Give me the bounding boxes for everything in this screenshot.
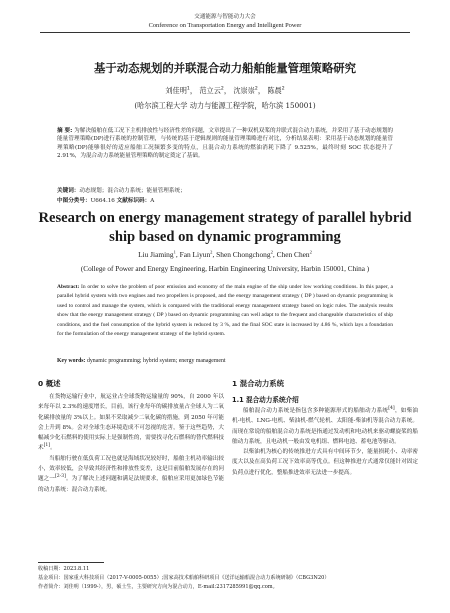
citation[interactable]: [2-3]: [54, 474, 66, 480]
footnote-author: 作者简介：刘佳明（1999-），男，硕士生，主要研究方向为混合动力，E-mail:2317285991@qq.com。: [38, 584, 278, 590]
abstract-text-zh: 为解决船舶在低工况下主机排放性与经济性差的问题，文章提出了一种双机双桨的并联式混合动力系统，并采用了基于动态规划的能量管理策略(DP)进行系统的控制管理，与传统的基于逻辑规则的能量管理策略进行对比，分析结果表明：采用基于动态规划的能量管理策略(DP)能够很好的适应船舶工况频繁多变的特点，且混合动力系统的燃油消耗下降了 9.525%，最终时刻 SOC 状态提升了 2.91%，为混合动力系统能量管理策略的制定奠定了基础。: [57, 128, 394, 160]
doc-code-label: 文献标识码：: [116, 198, 151, 204]
body-column-right: [232, 376, 418, 478]
author-affiliation-mark: 2: [210, 249, 213, 255]
footnote-rule: [38, 562, 104, 563]
author-name: 刘佳明: [165, 86, 187, 95]
author-name: Shen Chongchong: [216, 250, 271, 259]
classification-zh: [57, 196, 393, 204]
keywords-zh: [57, 186, 393, 194]
author-affiliation-mark: 2: [220, 86, 224, 92]
body-paragraph: [232, 406, 418, 447]
paper-title-en: Research on energy management strategy of parallel hybrid ship based on dynamic programming: [38, 210, 412, 245]
author-list-en: Liu Jiaming$^1$, Fan Liyun$^2$, Shen Chongchong$^2$, Chen Chen$^2$: [138, 249, 312, 259]
header-rule: [40, 32, 410, 33]
paragraph-text: 船舶混合动力系统是指包含多种能源形式的船舶动力系统: [243, 408, 389, 414]
paragraph-text: 在货物运输行业中，航运业占全球货物运输量的 90%，自 2000 年以来每年以 2.3%的速度增长，目前，该行业每年的碳排放量占全球人为二氧化碳排放量的 3%以上。如果不采取减少二氧化碳的措施，到 2050 年可能会上升到 8%。会对全球生态环境造成不可忽视的危害，鉴于这些趋势，大幅减少化石燃料的使用实际上是强制性的，需要找寻化石燃料的替代燃料技术: [38, 394, 224, 452]
author-name: Liu Jiaming: [138, 250, 174, 259]
clc-value: U664.16: [90, 198, 115, 204]
abstract-label-zh: 摘 要:: [57, 128, 73, 134]
author-name: 沈崇崇: [233, 86, 255, 95]
abstract-zh: [57, 127, 393, 161]
keywords-label-en: Key words:: [57, 358, 86, 364]
keywords-text-en: dynamic programming; hybrid system; energy management: [86, 358, 226, 364]
author-affiliation-mark: 1: [173, 249, 176, 255]
author-list-zh: 刘佳明$^1$， 范立云$^2$， 沈崇崇$^2$， 陈晨$^2$: [165, 86, 285, 95]
body-column-left: [38, 376, 224, 495]
section-heading: 1 混合动力系统: [232, 379, 285, 388]
body-paragraph: [38, 392, 224, 454]
abstract-en: [57, 283, 393, 339]
paragraph-text: 。为了解决上述问题和满足法规要求，船舶应采用更加绿色节能的动力系统：混合动力系统。: [38, 476, 224, 493]
affiliation-zh: (哈尔滨工程大学 动力与能源工程学院，哈尔滨 150001): [134, 101, 316, 110]
body-paragraph: 以柴油机为核心的传统推进方式具有中间环节少，能量损耗小、功率密度大以及在高负荷工况下效率高等优点。但这种推进方式通常仅能针对固定负荷点进行优化，整船推进效率无法进一步提高。: [232, 449, 418, 476]
author-name: Fan Liyun: [179, 250, 211, 259]
section-heading: 0 概述: [38, 379, 61, 388]
author-affiliation-mark: 2: [254, 86, 258, 92]
keywords-en: [57, 358, 393, 364]
author-affiliation-mark: 2: [309, 249, 312, 255]
author-affiliation-mark: 2: [270, 249, 273, 255]
abstract-label-en: Abstract:: [57, 284, 80, 290]
abstract-text-en: In order to solve the problem of poor emission and economy of the main engine of the ship under low working conditions. In this paper, a parallel hybrid system with two engines and two propellers is proposed, and the energy management strategy ( DP ) based on dynamic programming is used to control and manage the system, which is compared with the traditional energy management strategy based on logic rules. The analysis results show that the energy management strategy ( DP ) based on dynamic programming can well adapt to the frequent and changeable characteristics of ship conditions, and the fuel consumption of the hybrid system is reduced by 3 %, and the final SOC state is increased by 4.86 %, which lays a foundation for the formulation of the energy management strategy of the hybrid system.: [57, 284, 393, 338]
author-affiliation-mark: 2: [281, 86, 285, 92]
citation[interactable]: [4]: [388, 406, 395, 412]
running-header-zh: 交通能源与智能动力大会: [194, 14, 256, 20]
footnote-fund: 基金项目：国家重大科技项目（2017-V-0005-0055）;国家高技术船舶科研项目《送洋运输船混合动力系统研制》（CBG3N20）: [38, 575, 330, 581]
running-header-en: Conference on Transportation Energy and Intelligent Power: [148, 22, 302, 29]
keywords-label-zh: 关键词：: [57, 188, 80, 194]
author-name: Chen Chen: [276, 250, 310, 259]
paper-title-zh: 基于动态规划的并联混合动力船舶能量管理策略研究: [94, 61, 356, 75]
affiliation-en: (College of Power and Energy Engineering, Harbin Engineering University, Harbin 150001, China ): [80, 265, 370, 273]
author-name: 范立云: [199, 86, 221, 95]
subsection-heading: 1.1 混合动力系统介绍: [232, 396, 299, 404]
author-affiliation-mark: 1: [186, 86, 190, 92]
paragraph-text: ，如柴油机-电机、LNG-电机、柴油机-燃气轮机、太阳能-柴油机等混合动力系统。而现在常说的船舶混合动力系统是指通过发动机和电动机来驱动螺旋桨的船舶动力系统，且电动机一般由发电机组、燃料电池、蓄电池等驱动。: [232, 408, 418, 445]
clc-label: 中图分类号：: [57, 198, 91, 204]
body-paragraph: [38, 454, 224, 495]
paragraph-text: 。: [50, 445, 56, 452]
footnote-received: 收稿日期：2023.8.11: [38, 566, 90, 572]
author-name: 陈晨: [267, 86, 282, 95]
citation[interactable]: [1]: [43, 443, 51, 449]
keywords-text-zh: 动态规划；混合动力系统；能量管理系统；: [79, 188, 186, 194]
doc-code-value: A: [150, 198, 155, 204]
paragraph-text: 当船舶行驶在低负荷工况也就是海域状况较好时，船舶主机功率输出较小，效率较低，会导致其经济性和排放性变差，这是目前船舶发展存在的问题之一: [38, 455, 224, 483]
